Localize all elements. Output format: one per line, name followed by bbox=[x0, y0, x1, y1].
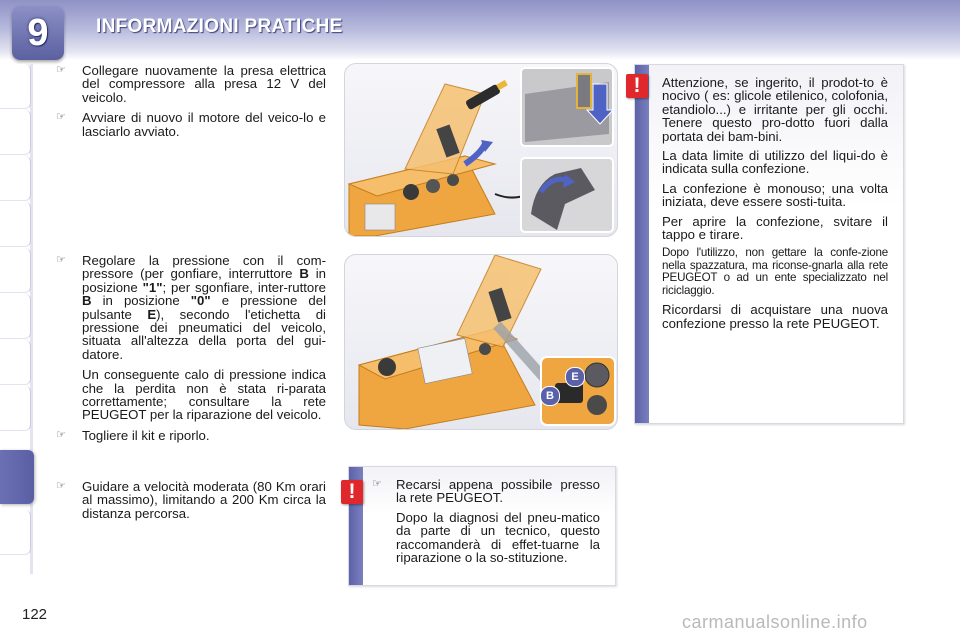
page-title: INFORMAZIONI PRATICHE bbox=[96, 16, 343, 37]
list-item: ☞ Regolare la pressione con il com-pressore (per gonfiare, interruttore B in posizione "1"; per sgonfiare, inter-ruttore B in posizione "0" e pressione del pulsante E), secondo l'etichetta di pressione dei pneumatici del veicolo, situata all'altezza della porta del gui-datore. bbox=[56, 253, 326, 362]
list-item: ☞ Recarsi appena possibile presso la rete PEUGEOT. bbox=[372, 477, 600, 506]
figure-compressor-connected bbox=[344, 63, 618, 237]
kit-controls-illustration bbox=[345, 255, 617, 429]
warning-paragraph: Ricordarsi di acquistare una nuova confezione presso la rete PEUGEOT. bbox=[662, 302, 888, 331]
pointer-bullet-icon: ☞ bbox=[56, 111, 66, 124]
side-tab-4[interactable] bbox=[0, 202, 31, 247]
paragraph: Dopo la diagnosi del pneu-matico da parte di un tecnico, questo raccomanderà di effet-tuarne la riparazione o la so-stituzione. bbox=[396, 509, 600, 566]
side-tab-6[interactable] bbox=[0, 294, 31, 339]
instructions-group-2 bbox=[54, 254, 326, 449]
chapter-badge bbox=[12, 6, 64, 60]
warning-paragraph: Attenzione, se ingerito, il prodot-to è nocivo ( es: glicole etilenico, colofonia, etandiolo...) e irritante per gli occhi. Tenere questo pro-dotto fuori dalla portata dei bam-bini. bbox=[662, 75, 888, 144]
instructions-group-1 bbox=[54, 64, 326, 145]
label-b-marker: B bbox=[540, 386, 560, 406]
warning-icon: ! bbox=[626, 74, 648, 98]
list-item: ☞ Togliere il kit e riporlo. bbox=[56, 427, 210, 443]
list-item: ☞ Avviare di nuovo il motore del veico-lo e lasciarlo avviato. bbox=[56, 110, 326, 139]
pointer-bullet-icon: ☞ bbox=[56, 480, 66, 492]
warning-accent-bar bbox=[635, 65, 649, 423]
header-fade bbox=[0, 52, 960, 60]
pointer-bullet-icon: ☞ bbox=[56, 64, 66, 76]
warning-paragraph-small: Dopo l'utilizzo, non gettare la confe-zione nella spazzatura, ma riconse-gnarla alla rete PEUGEOT o ad un ente specializzato nel riciclaggio. bbox=[662, 246, 888, 297]
list-item: ☞ Guidare a velocità moderata (80 Km orari al massimo), limitando a 200 Km circa la distanza percorsa. bbox=[56, 479, 326, 521]
label-e-marker: E bbox=[565, 367, 585, 387]
warning-icon: ! bbox=[341, 480, 363, 504]
side-tab-7[interactable] bbox=[0, 340, 31, 385]
side-tab-8[interactable] bbox=[0, 386, 31, 431]
compressor-kit-illustration bbox=[345, 64, 617, 236]
warning-paragraph: La confezione è monouso; una volta iniziata, deve essere sosti-tuita. bbox=[662, 180, 888, 210]
side-tab-3[interactable] bbox=[0, 156, 31, 201]
pointer-bullet-icon: ☞ bbox=[372, 478, 382, 490]
side-tab-2[interactable] bbox=[0, 110, 31, 155]
warning-text-repair bbox=[370, 478, 600, 564]
side-index-tabs bbox=[0, 64, 40, 584]
figure-switch-and-button bbox=[344, 254, 618, 430]
instructions-group-3 bbox=[54, 480, 326, 527]
paragraph: Un conseguente calo di pressione indica che la perdita non è stata ri-parata correttamente; consultare la rete PEUGEOT per la riparazione del veicolo. bbox=[82, 367, 326, 423]
watermark: carmanualsonline.info bbox=[682, 612, 868, 632]
list-item: ☞ Collegare nuovamente la presa elettrica del compressore alla presa 12 V del veicolo. bbox=[56, 63, 326, 105]
side-tab-9-active[interactable] bbox=[0, 450, 34, 504]
warning-text-product bbox=[662, 76, 888, 336]
side-tab-5[interactable] bbox=[0, 248, 31, 293]
pointer-bullet-icon: ☞ bbox=[56, 254, 66, 266]
chapter-number: 9 bbox=[27, 11, 49, 54]
side-tab-1[interactable] bbox=[0, 64, 31, 109]
warning-paragraph: La data limite di utilizzo del liqui-do è indicata sulla confezione. bbox=[662, 148, 888, 177]
pointer-bullet-icon: ☞ bbox=[56, 428, 66, 441]
warning-paragraph: Per aprire la confezione, svitare il tappo e tirare. bbox=[662, 213, 888, 243]
page-number: 122 bbox=[22, 606, 48, 623]
side-tab-10[interactable] bbox=[0, 510, 31, 555]
